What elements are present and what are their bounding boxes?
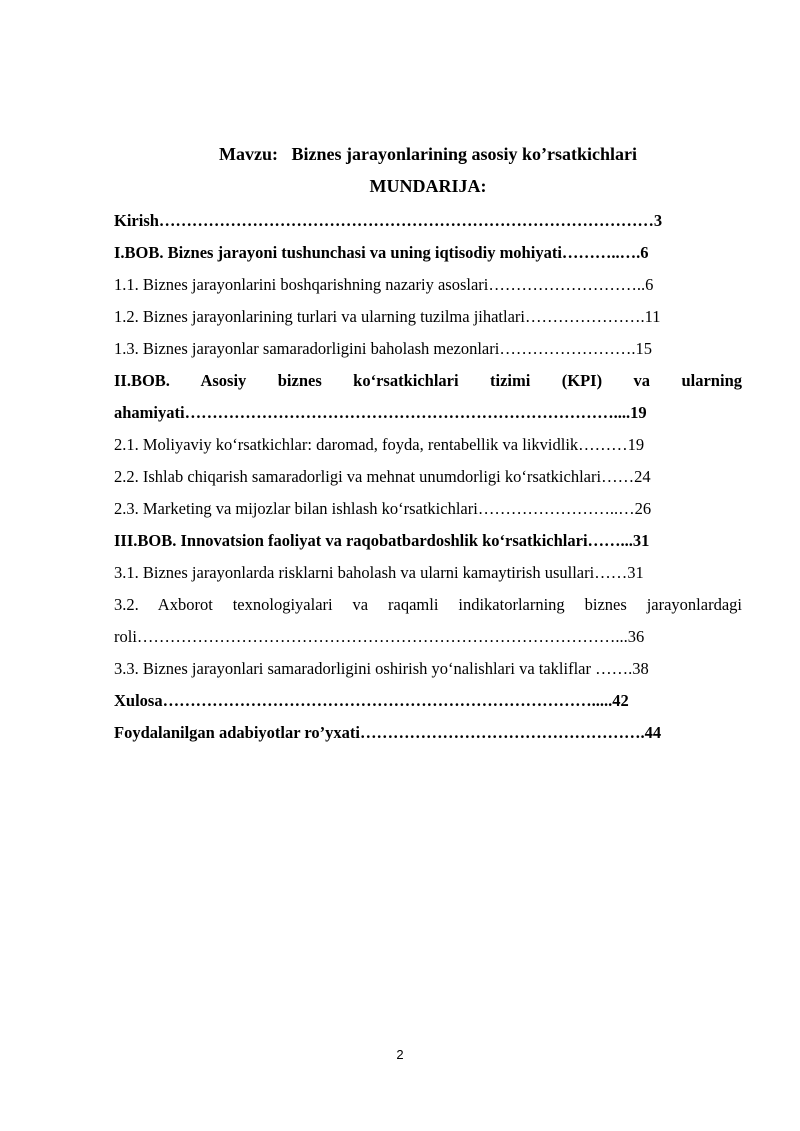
- toc-entry-conclusion: Xulosa…………………………………………………………………….....42: [114, 691, 629, 710]
- toc-entry-section-1-2: 1.2. Biznes jarayonlarining turlari va ularning tuzilma jihatlari………………….11: [114, 307, 661, 326]
- toc-entry-chapter-1: I.BOB. Biznes jarayoni tushunchasi va uning iqtisodiy mohiyati………..….6: [114, 243, 649, 262]
- toc-entry-section-2-2: 2.2. Ishlab chiqarish samaradorligi va mehnat unumdorligi ko‘rsatkichlari……24: [114, 467, 651, 486]
- topic-title: Mavzu: Biznes jarayonlarining asosiy ko’rsatkichlari: [219, 144, 637, 164]
- toc-entry-chapter-2-line-2: ahamiyati……………………………………………………………………....19: [114, 403, 647, 422]
- toc-entry-section-1-3: 1.3. Biznes jarayonlar samaradorligini baholash mezonlari…………………….15: [114, 339, 652, 358]
- toc-entry-section-2-3: 2.3. Marketing va mijozlar bilan ishlash ko‘rsatkichlari……………………..…26: [114, 499, 652, 518]
- contents-heading: MUNDARIJA:: [369, 176, 487, 196]
- table-of-contents: [114, 205, 742, 749]
- page-number: 2: [396, 1047, 404, 1062]
- toc-entry-chapter-2-line-1: II.BOB. Asosiy biznes ko‘rsatkichlari tizimi (KPI) va ularning: [114, 371, 742, 390]
- toc-entry-section-3-1: 3.1. Biznes jarayonlarda risklarni baholash va ularni kamaytirish usullari……31: [114, 563, 644, 582]
- toc-entry-section-3-3: 3.3. Biznes jarayonlari samaradorligini oshirish yo‘nalishlari va takliflar …….38: [114, 659, 649, 678]
- toc-entry-section-2-1: 2.1. Moliyaviy ko‘rsatkichlar: daromad, foyda, rentabellik va likvidlik………19: [114, 435, 645, 454]
- toc-entry-section-3-2-line-1: 3.2. Axborot texnologiyalari va raqamli indikatorlarning biznes jarayonlardagi: [114, 595, 742, 614]
- toc-entry-references: Foydalanilgan adabiyotlar ro’yxati…………………………………………….44: [114, 723, 662, 742]
- toc-entry-chapter-3: III.BOB. Innovatsion faoliyat va raqobatbardoshlik ko‘rsatkichlari……...31: [114, 531, 650, 550]
- toc-entry-section-3-2-line-2: roli……………………………………………………………………………...36: [114, 627, 645, 646]
- toc-entry-intro: Kirish………………………………………………………………………………3: [114, 211, 663, 230]
- toc-entry-section-1-1: 1.1. Biznes jarayonlarini boshqarishning nazariy asoslari………………………..6: [114, 275, 654, 294]
